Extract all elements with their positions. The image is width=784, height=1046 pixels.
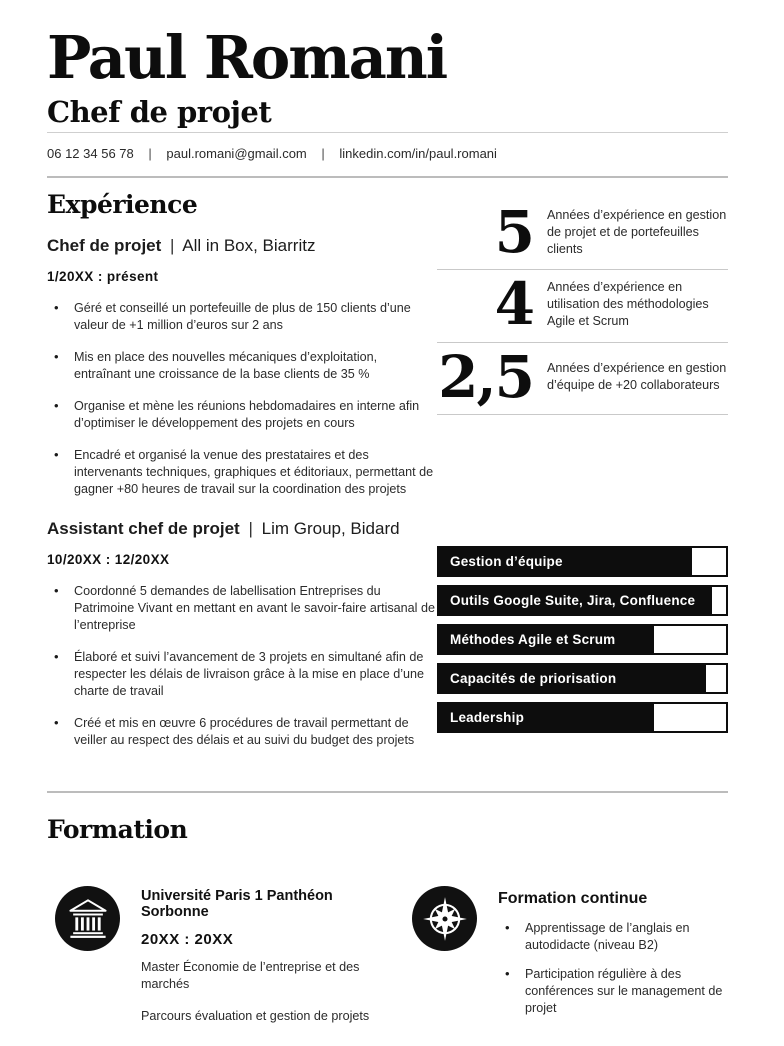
linkedin-link[interactable]: linkedin.com/in/paul.romani xyxy=(339,146,497,162)
skill-bar xyxy=(437,663,728,694)
formation-heading: Formation xyxy=(47,815,188,845)
job-bullet: • Organise et mène les réunions hebdomadaires en interne afin d’optimiser le développement des projets en cours xyxy=(47,398,437,432)
university-name: Université Paris 1 Panthéon Sorbonne xyxy=(141,888,333,921)
skill-label: Capacités de priorisation xyxy=(450,670,617,686)
university-text xyxy=(141,886,404,1025)
skill-bar xyxy=(437,546,728,577)
university-block xyxy=(47,886,404,1029)
experience-heading: Expérience xyxy=(47,190,198,220)
job-bullet: • Élaboré et suivi l’avancement de 3 projets en simultané afin de respecter les délais de livraison grâce à la mise en place d’une charte de travail xyxy=(47,649,437,700)
job-bullet: • Encadré et organisé la venue des prestataires et des intervenants techniques, graphiques et éditoriaux, permettant de gagner +80 heures de travail sur la coordination des projets xyxy=(47,447,437,498)
continuing-bullet: • Participation régulière à des conférences sur le management de projet xyxy=(498,966,728,1017)
stat-value: 2,5 xyxy=(438,342,533,411)
skill-bar-fill xyxy=(439,587,712,614)
skill-bar xyxy=(437,585,728,616)
person-name: Paul Romani xyxy=(47,23,447,92)
job-dates: 10/20XX : 12/20XX xyxy=(47,552,170,568)
job-bullet: • Mis en place des nouvelles mécaniques d’exploitation, entraînant une croissance de la base clients de 35 % xyxy=(47,349,437,383)
university-track: Parcours évaluation et gestion de projets xyxy=(141,1009,370,1024)
job-header xyxy=(47,236,437,256)
email-link[interactable]: paul.romani@gmail.com xyxy=(166,146,307,162)
job-bullet-list xyxy=(47,300,437,498)
continuing-heading: Formation continue xyxy=(498,890,648,908)
section-divider xyxy=(47,791,728,793)
university-dates: 20XX : 20XX xyxy=(141,931,234,949)
stat-row xyxy=(437,198,728,270)
sidebar-column xyxy=(437,190,728,764)
university-building-icon xyxy=(55,886,120,951)
compass-icon xyxy=(412,886,477,951)
job-title: Chef de projet xyxy=(47,95,272,130)
formation-grid xyxy=(47,886,728,1029)
stat-label: Années d’expérience en utilisation des méthodologies Agile et Scrum xyxy=(547,279,709,328)
skill-label: Outils Google Suite, Jira, Confluence xyxy=(450,592,696,608)
experience-column xyxy=(47,190,437,764)
pipe-separator: | xyxy=(248,519,253,539)
job-header xyxy=(47,519,437,539)
continuing-education-block xyxy=(404,886,728,1029)
skill-bar-fill xyxy=(439,626,654,653)
job-bullet: • Coordonné 5 demandes de labellisation Entreprises du Patrimoine Vivant en mettant en avant le savoir-faire artisanal de l’entreprise xyxy=(47,583,437,634)
job-bullet: • Géré et conseillé un portefeuille de plus de 150 clients d’une valeur de +1 million d’euros sur 2 ans xyxy=(47,300,437,334)
stat-label: Années d’expérience en gestion d’équipe de +20 collaborateurs xyxy=(547,360,727,392)
job-bullet: • Créé et mis en œuvre 6 procédures de travail permettant de veiller au respect des délais et au suivi du budget des projets xyxy=(47,715,437,749)
pipe-separator: | xyxy=(170,236,175,256)
stat-row xyxy=(437,270,728,342)
stat-value: 5 xyxy=(494,198,533,267)
skill-bar-fill xyxy=(439,704,654,731)
job-role: Chef de projet xyxy=(47,236,162,256)
job-dates: 1/20XX : présent xyxy=(47,269,159,285)
continuing-bullet-list xyxy=(498,920,728,1017)
stat-value: 4 xyxy=(494,270,533,339)
phone-number: 06 12 34 56 78 xyxy=(47,146,134,162)
skill-label: Leadership xyxy=(450,709,525,725)
contact-separator: | xyxy=(148,146,152,162)
job-entry xyxy=(47,519,437,749)
skills-list xyxy=(437,546,728,733)
contact-line xyxy=(47,146,728,178)
header xyxy=(47,23,728,178)
contact-separator: | xyxy=(321,146,325,162)
university-degree: Master Économie de l’entreprise et des marchés xyxy=(141,960,360,992)
stat-row xyxy=(437,343,728,415)
skill-bar-fill xyxy=(439,665,706,692)
formation-section xyxy=(47,791,728,1029)
skill-bar-fill xyxy=(439,548,692,575)
skill-bar xyxy=(437,624,728,655)
job-company: All in Box, Biarritz xyxy=(182,236,316,256)
skill-bar xyxy=(437,702,728,733)
job-company: Lim Group, Bidard xyxy=(261,519,400,539)
job-role: Assistant chef de projet xyxy=(47,519,240,539)
job-entry xyxy=(47,236,437,498)
title-row xyxy=(47,95,728,133)
skill-label: Gestion d’équipe xyxy=(450,553,563,569)
job-bullet-list xyxy=(47,583,437,749)
main-content xyxy=(47,190,728,764)
skill-label: Méthodes Agile et Scrum xyxy=(450,631,616,647)
continuing-bullet: • Apprentissage de l’anglais en autodidacte (niveau B2) xyxy=(498,920,728,954)
continuing-text xyxy=(498,886,728,1029)
stat-label: Années d’expérience en gestion de projet et de portefeuilles clients xyxy=(547,207,727,256)
stats-list xyxy=(437,198,728,415)
